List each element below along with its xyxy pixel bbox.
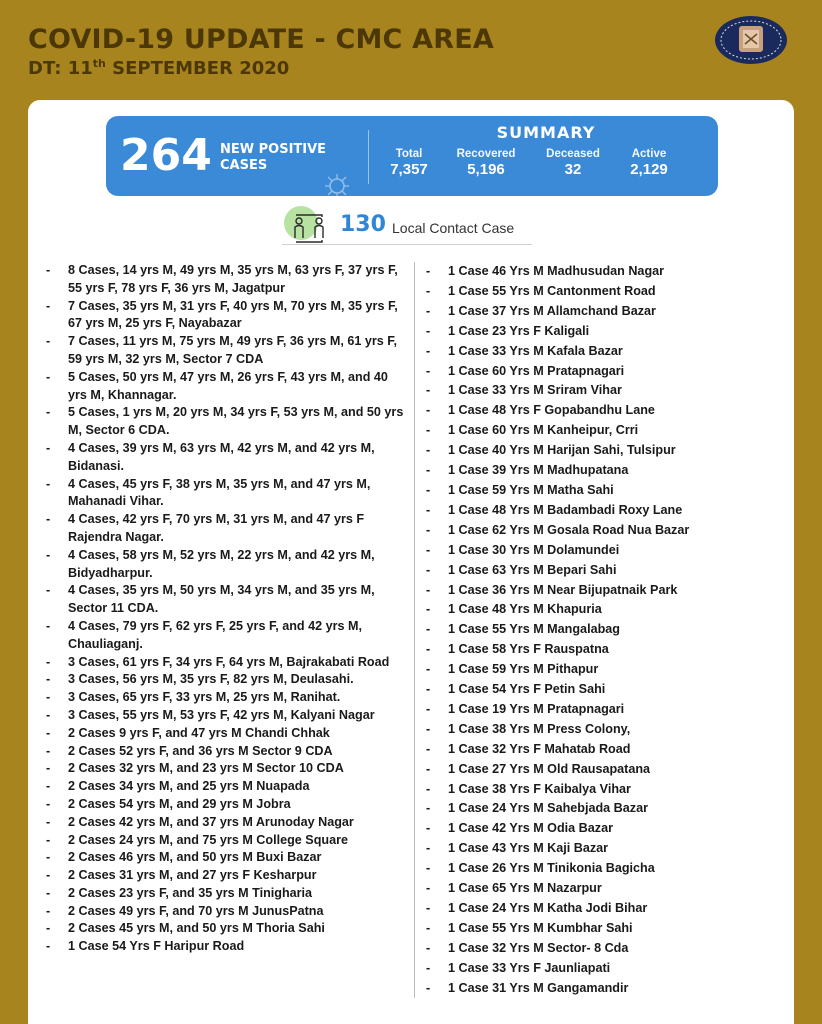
- bullet-dash: -: [426, 940, 431, 955]
- case-text: 1 Case 19 Yrs M Pratapnagari: [448, 701, 625, 716]
- bullet-dash: -: [426, 522, 431, 537]
- case-list-item: [46, 885, 406, 903]
- case-list-item: [426, 760, 756, 780]
- stat-label: Total: [395, 148, 423, 160]
- stat-value: 2,129: [630, 161, 668, 178]
- case-list-item: [426, 979, 756, 999]
- case-list-item: [426, 541, 756, 561]
- bullet-dash: -: [426, 323, 431, 338]
- bullet-dash: -: [426, 463, 431, 478]
- case-list-item: [46, 832, 406, 850]
- report-date: [28, 57, 289, 79]
- bullet-dash: -: [426, 602, 431, 617]
- case-text: 1 Case 55 Yrs M Cantonment Road: [448, 283, 656, 298]
- case-text: 1 Case 60 Yrs M Pratapnagari: [448, 363, 625, 378]
- bullet-dash: -: [426, 821, 431, 836]
- case-list-item: [46, 262, 406, 298]
- case-list-item: [426, 381, 756, 401]
- case-list-item: [426, 919, 756, 939]
- bullet-dash: -: [426, 343, 431, 358]
- case-text: 1 Case 46 Yrs M Madhusudan Nagar: [448, 264, 665, 278]
- case-text: 1 Case 55 Yrs M Mangalabag: [448, 622, 620, 637]
- case-list-item: [46, 476, 406, 512]
- case-text: 1 Case 24 Yrs M Sahebjada Bazar: [448, 801, 648, 816]
- bullet-dash: -: [426, 701, 431, 716]
- bullet-dash: -: [426, 682, 431, 697]
- case-list-item: [426, 322, 756, 342]
- case-list-item: [426, 959, 756, 979]
- case-text: 1 Case 39 Yrs M Madhupatana: [448, 463, 629, 478]
- case-text: 2 Cases 9 yrs F, and 47 yrs M Chandi Chhak: [68, 725, 330, 740]
- case-list-item: [426, 600, 756, 620]
- case-list-item: [46, 618, 406, 654]
- bullet-dash: -: [46, 512, 51, 527]
- date-prefix: DT: 11: [28, 58, 93, 79]
- stat-label: Deceased: [546, 148, 600, 160]
- bullet-dash: -: [46, 743, 51, 758]
- bullet-dash: -: [426, 423, 431, 438]
- bullet-dash: -: [46, 334, 51, 349]
- case-list-item: [46, 920, 406, 938]
- case-text: 1 Case 24 Yrs M Katha Jodi Bihar: [448, 901, 648, 915]
- summary-banner: [106, 116, 718, 196]
- case-text: 2 Cases 45 yrs M, and 50 yrs M Thoria Sahi: [68, 921, 325, 936]
- case-list-item: [46, 867, 406, 885]
- case-text: 1 Case 38 Yrs F Kaibalya Vihar: [448, 781, 631, 796]
- case-list-item: [426, 660, 756, 680]
- bullet-dash: -: [46, 440, 51, 455]
- case-list-item: [426, 401, 756, 421]
- case-text: 2 Cases 32 yrs M, and 23 yrs M Sector 10 CDA: [68, 761, 344, 776]
- case-list-item: [426, 501, 756, 521]
- bullet-dash: -: [426, 881, 431, 896]
- stat-label: Active: [631, 148, 667, 160]
- case-text: 1 Case 32 Yrs F Mahatab Road: [448, 741, 631, 756]
- case-list-item: [426, 461, 756, 481]
- bullet-dash: -: [46, 850, 51, 865]
- case-text: 1 Case 31 Yrs M Gangamandir: [448, 980, 629, 995]
- case-text: 1 Case 55 Yrs M Kumbhar Sahi: [448, 920, 633, 935]
- case-list-item: [426, 421, 756, 441]
- date-ordinal: th: [92, 57, 106, 70]
- case-list-item: [426, 481, 756, 501]
- bullet-dash: -: [426, 841, 431, 856]
- new-label-line1: NEW POSITIVE: [220, 142, 327, 157]
- case-text: 1 Case 59 Yrs M Matha Sahi: [448, 482, 614, 497]
- case-list-item: [46, 903, 406, 921]
- case-text: 1 Case 65 Yrs M Nazarpur: [448, 881, 602, 896]
- case-text: 8 Cases, 14 yrs M, 49 yrs M, 35 yrs M, 63 yrs F, 37 yrs F, 55 yrs F, 78 yrs F, 36 yrs M, Jagatpur: [68, 263, 398, 295]
- case-text: 1 Case 59 Yrs M Pithapur: [448, 662, 599, 677]
- case-list-item: [426, 640, 756, 660]
- case-text: 1 Case 42 Yrs M Odia Bazar: [448, 821, 613, 836]
- bullet-dash: -: [46, 921, 51, 936]
- bullet-dash: -: [426, 264, 431, 278]
- case-list-item: [46, 796, 406, 814]
- case-list-item: [46, 547, 406, 583]
- bullet-dash: -: [426, 920, 431, 935]
- bullet-dash: -: [426, 761, 431, 776]
- case-list-item: [426, 342, 756, 362]
- bullet-dash: -: [426, 283, 431, 298]
- case-text: 1 Case 62 Yrs M Gosala Road Nua Bazar: [448, 522, 690, 537]
- case-list-item: [46, 582, 406, 618]
- bullet-dash: -: [426, 582, 431, 597]
- case-list-item: [426, 680, 756, 700]
- bullet-dash: -: [426, 721, 431, 736]
- bullet-dash: -: [46, 476, 51, 491]
- case-list-item: [46, 760, 406, 778]
- case-list-item: [426, 302, 756, 322]
- bullet-dash: -: [46, 761, 51, 776]
- bullet-dash: -: [46, 725, 51, 740]
- case-text: 1 Case 43 Yrs M Kaji Bazar: [448, 841, 609, 856]
- contact-label: Local Contact Case: [392, 220, 515, 236]
- stat-value: 7,357: [390, 161, 428, 178]
- case-list-item: [426, 780, 756, 800]
- case-list-item: [46, 369, 406, 405]
- bullet-dash: -: [46, 583, 51, 598]
- case-text: 1 Case 27 Yrs M Old Rausapatana: [448, 761, 651, 776]
- case-text: 2 Cases 46 yrs M, and 50 yrs M Buxi Bazar: [68, 850, 322, 865]
- stat-recovered: [441, 148, 531, 178]
- case-list-item: [46, 333, 406, 369]
- bullet-dash: -: [426, 443, 431, 458]
- case-text: 2 Cases 52 yrs F, and 36 yrs M Sector 9 CDA: [68, 743, 333, 758]
- case-text: 2 Cases 42 yrs M, and 37 yrs M Arunoday Nagar: [68, 814, 354, 829]
- bullet-dash: -: [46, 885, 51, 900]
- bullet-dash: -: [426, 901, 431, 915]
- case-text: 4 Cases, 58 yrs M, 52 yrs M, 22 yrs M, and 42 yrs M, Bidyadharpur.: [68, 547, 375, 580]
- case-text: 2 Cases 54 yrs M, and 29 yrs M Jobra: [68, 796, 291, 811]
- bullet-dash: -: [426, 980, 431, 995]
- bullet-dash: -: [426, 542, 431, 557]
- case-list-item: [426, 262, 756, 282]
- bullet-dash: -: [426, 482, 431, 497]
- case-text: 5 Cases, 50 yrs M, 47 yrs M, 26 yrs F, 43 yrs M, and 40 yrs M, Khannagar.: [68, 369, 388, 402]
- stat-value: 5,196: [467, 161, 505, 178]
- case-text: 7 Cases, 35 yrs M, 31 yrs F, 40 yrs M, 70 yrs M, 35 yrs F, 67 yrs M, 25 yrs F, Nayabazar: [68, 298, 398, 331]
- case-text: 1 Case 36 Yrs M Near Bijupatnaik Park: [448, 582, 678, 597]
- bullet-dash: -: [426, 562, 431, 577]
- case-list-item: [426, 740, 756, 760]
- case-text: 1 Case 37 Yrs M Allamchand Bazar: [448, 303, 656, 318]
- bullet-dash: -: [46, 939, 51, 954]
- case-text: 1 Case 54 Yrs F Petin Sahi: [448, 682, 606, 697]
- case-text: 1 Case 63 Yrs M Bepari Sahi: [448, 562, 617, 577]
- right-case-list: [426, 262, 756, 999]
- case-text: 1 Case 23 Yrs F Kaligali: [448, 323, 590, 338]
- bullet-dash: -: [426, 403, 431, 418]
- virus-icon: [316, 168, 358, 196]
- case-text: 1 Case 48 Yrs F Gopabandhu Lane: [448, 403, 655, 418]
- case-text: 4 Cases, 39 yrs M, 63 yrs M, 42 yrs M, and 42 yrs M, Bidanasi.: [68, 440, 375, 473]
- case-text: 1 Case 30 Yrs M Dolamundei: [448, 542, 620, 557]
- case-text: 1 Case 26 Yrs M Tinikonia Bagicha: [448, 861, 655, 876]
- case-list-item: [46, 849, 406, 867]
- bullet-dash: -: [426, 741, 431, 756]
- case-list-item: [426, 620, 756, 640]
- bullet-dash: -: [46, 547, 51, 562]
- case-list-item: [46, 298, 406, 334]
- case-text: 2 Cases 23 yrs F, and 35 yrs M Tinigharia: [68, 885, 313, 900]
- bullet-dash: -: [46, 796, 51, 811]
- case-list-item: [46, 654, 406, 672]
- case-text: 1 Case 33 Yrs M Sriram Vihar: [448, 383, 622, 398]
- bullet-dash: -: [46, 779, 51, 794]
- new-positive-count: 264: [120, 130, 212, 181]
- people-contact-icon: [290, 212, 336, 244]
- case-text: 1 Case 38 Yrs M Press Colony,: [448, 721, 631, 736]
- bullet-dash: -: [46, 903, 51, 918]
- case-text: 1 Case 33 Yrs F Jaunliapati: [448, 960, 611, 975]
- case-text: 1 Case 60 Yrs M Kanheipur, Crri: [448, 423, 639, 438]
- bullet-dash: -: [46, 369, 51, 384]
- case-list-item: [46, 440, 406, 476]
- bullet-dash: -: [46, 868, 51, 883]
- case-text: 5 Cases, 1 yrs M, 20 yrs M, 34 yrs F, 53 yrs M, and 50 yrs M, Sector 6 CDA.: [68, 405, 404, 438]
- left-case-list: [46, 262, 406, 956]
- case-text: 3 Cases, 56 yrs M, 35 yrs F, 82 yrs M, Deulasahi.: [68, 672, 354, 687]
- contact-count: 130: [340, 212, 386, 237]
- case-list-item: [426, 720, 756, 740]
- bullet-dash: -: [426, 960, 431, 975]
- case-text: 2 Cases 24 yrs M, and 75 yrs M College Square: [68, 832, 348, 847]
- case-text: 7 Cases, 11 yrs M, 75 yrs M, 49 yrs F, 36 yrs M, 61 yrs F, 59 yrs M, 32 yrs M, Sector 7 CDA: [68, 334, 398, 366]
- bullet-dash: -: [46, 672, 51, 687]
- case-text: 2 Cases 34 yrs M, and 25 yrs M Nuapada: [68, 779, 310, 794]
- bullet-dash: -: [46, 263, 51, 277]
- bullet-dash: -: [426, 642, 431, 657]
- case-text: 1 Case 48 Yrs M Khapuria: [448, 602, 602, 617]
- date-suffix: SEPTEMBER 2020: [105, 58, 290, 79]
- bullet-dash: -: [46, 298, 51, 313]
- bullet-dash: -: [46, 814, 51, 829]
- case-list-item: [426, 819, 756, 839]
- case-text: 1 Case 58 Yrs F Rauspatna: [448, 642, 609, 657]
- summary-title: SUMMARY: [496, 123, 596, 142]
- case-list-item: [426, 859, 756, 879]
- case-list-item: [426, 700, 756, 720]
- case-list-item: [46, 778, 406, 796]
- case-text: 4 Cases, 79 yrs F, 62 yrs F, 25 yrs F, and 42 yrs M, Chauliaganj.: [68, 618, 363, 651]
- bullet-dash: -: [46, 405, 51, 420]
- bullet-dash: -: [46, 832, 51, 847]
- stat-active: [604, 148, 694, 178]
- case-text: 3 Cases, 61 yrs F, 34 yrs F, 64 yrs M, Bajrakabati Road: [68, 654, 390, 669]
- case-list-item: [426, 581, 756, 601]
- case-text: 1 Case 33 Yrs M Kafala Bazar: [448, 343, 623, 358]
- case-text: 1 Case 40 Yrs M Harijan Sahi, Tulsipur: [448, 443, 676, 458]
- case-text: 3 Cases, 55 yrs M, 53 yrs F, 42 yrs M, Kalyani Nagar: [68, 707, 375, 722]
- bullet-dash: -: [426, 861, 431, 876]
- case-list-item: [426, 561, 756, 581]
- case-text: 4 Cases, 35 yrs M, 50 yrs M, 34 yrs M, and 35 yrs M, Sector 11 CDA.: [68, 583, 375, 616]
- case-list-item: [426, 799, 756, 819]
- stat-value: 32: [564, 161, 582, 178]
- case-list-item: [426, 362, 756, 382]
- case-text: 1 Case 32 Yrs M Sector- 8 Cda: [448, 940, 629, 955]
- case-list-item: [46, 404, 406, 440]
- bullet-dash: -: [426, 383, 431, 398]
- bullet-dash: -: [46, 690, 51, 705]
- column-divider: [414, 262, 415, 998]
- bullet-dash: -: [426, 662, 431, 677]
- bullet-dash: -: [426, 622, 431, 637]
- case-list-item: [46, 725, 406, 743]
- case-list-item: [426, 879, 756, 899]
- case-list-item: [46, 671, 406, 689]
- case-list-item: [46, 707, 406, 725]
- bullet-dash: -: [426, 781, 431, 796]
- case-text: 4 Cases, 42 yrs F, 70 yrs M, 31 yrs M, and 47 yrs F Rajendra Nagar.: [68, 512, 365, 544]
- case-list-item: [426, 839, 756, 859]
- new-label-line2: CASES: [220, 158, 268, 173]
- case-text: 1 Case 48 Yrs M Badambadi Roxy Lane: [448, 502, 683, 517]
- page-title: COVID-19 UPDATE - CMC AREA: [28, 24, 494, 55]
- case-list-item: [426, 521, 756, 541]
- bullet-dash: -: [46, 654, 51, 669]
- case-text: 3 Cases, 65 yrs F, 33 yrs M, 25 yrs M, Ranihat.: [68, 690, 341, 705]
- case-list-item: [426, 939, 756, 959]
- local-contact-section: [282, 204, 542, 250]
- case-list-item: [46, 511, 406, 547]
- case-list-item: [46, 743, 406, 761]
- bullet-dash: -: [46, 618, 51, 633]
- case-list-item: [46, 814, 406, 832]
- case-list-item: [46, 689, 406, 707]
- case-list-item: [426, 441, 756, 461]
- case-text: 2 Cases 31 yrs M, and 27 yrs F Kesharpur: [68, 868, 317, 883]
- case-text: 1 Case 54 Yrs F Haripur Road: [68, 939, 245, 954]
- contact-underline: [282, 244, 532, 245]
- bullet-dash: -: [426, 363, 431, 378]
- case-list-item: [426, 282, 756, 302]
- bullet-dash: -: [426, 801, 431, 816]
- bullet-dash: -: [426, 303, 431, 318]
- case-text: 2 Cases 49 yrs F, and 70 yrs M JunusPatna: [68, 903, 324, 918]
- case-list-item: [46, 938, 406, 956]
- case-list-item: [426, 899, 756, 919]
- bullet-dash: -: [46, 707, 51, 722]
- bullet-dash: -: [426, 502, 431, 517]
- case-text: 4 Cases, 45 yrs F, 38 yrs M, 35 yrs M, and 47 yrs M, Mahanadi Vihar.: [68, 476, 371, 509]
- stat-label: Recovered: [456, 148, 516, 160]
- cmc-emblem-icon: [712, 12, 790, 68]
